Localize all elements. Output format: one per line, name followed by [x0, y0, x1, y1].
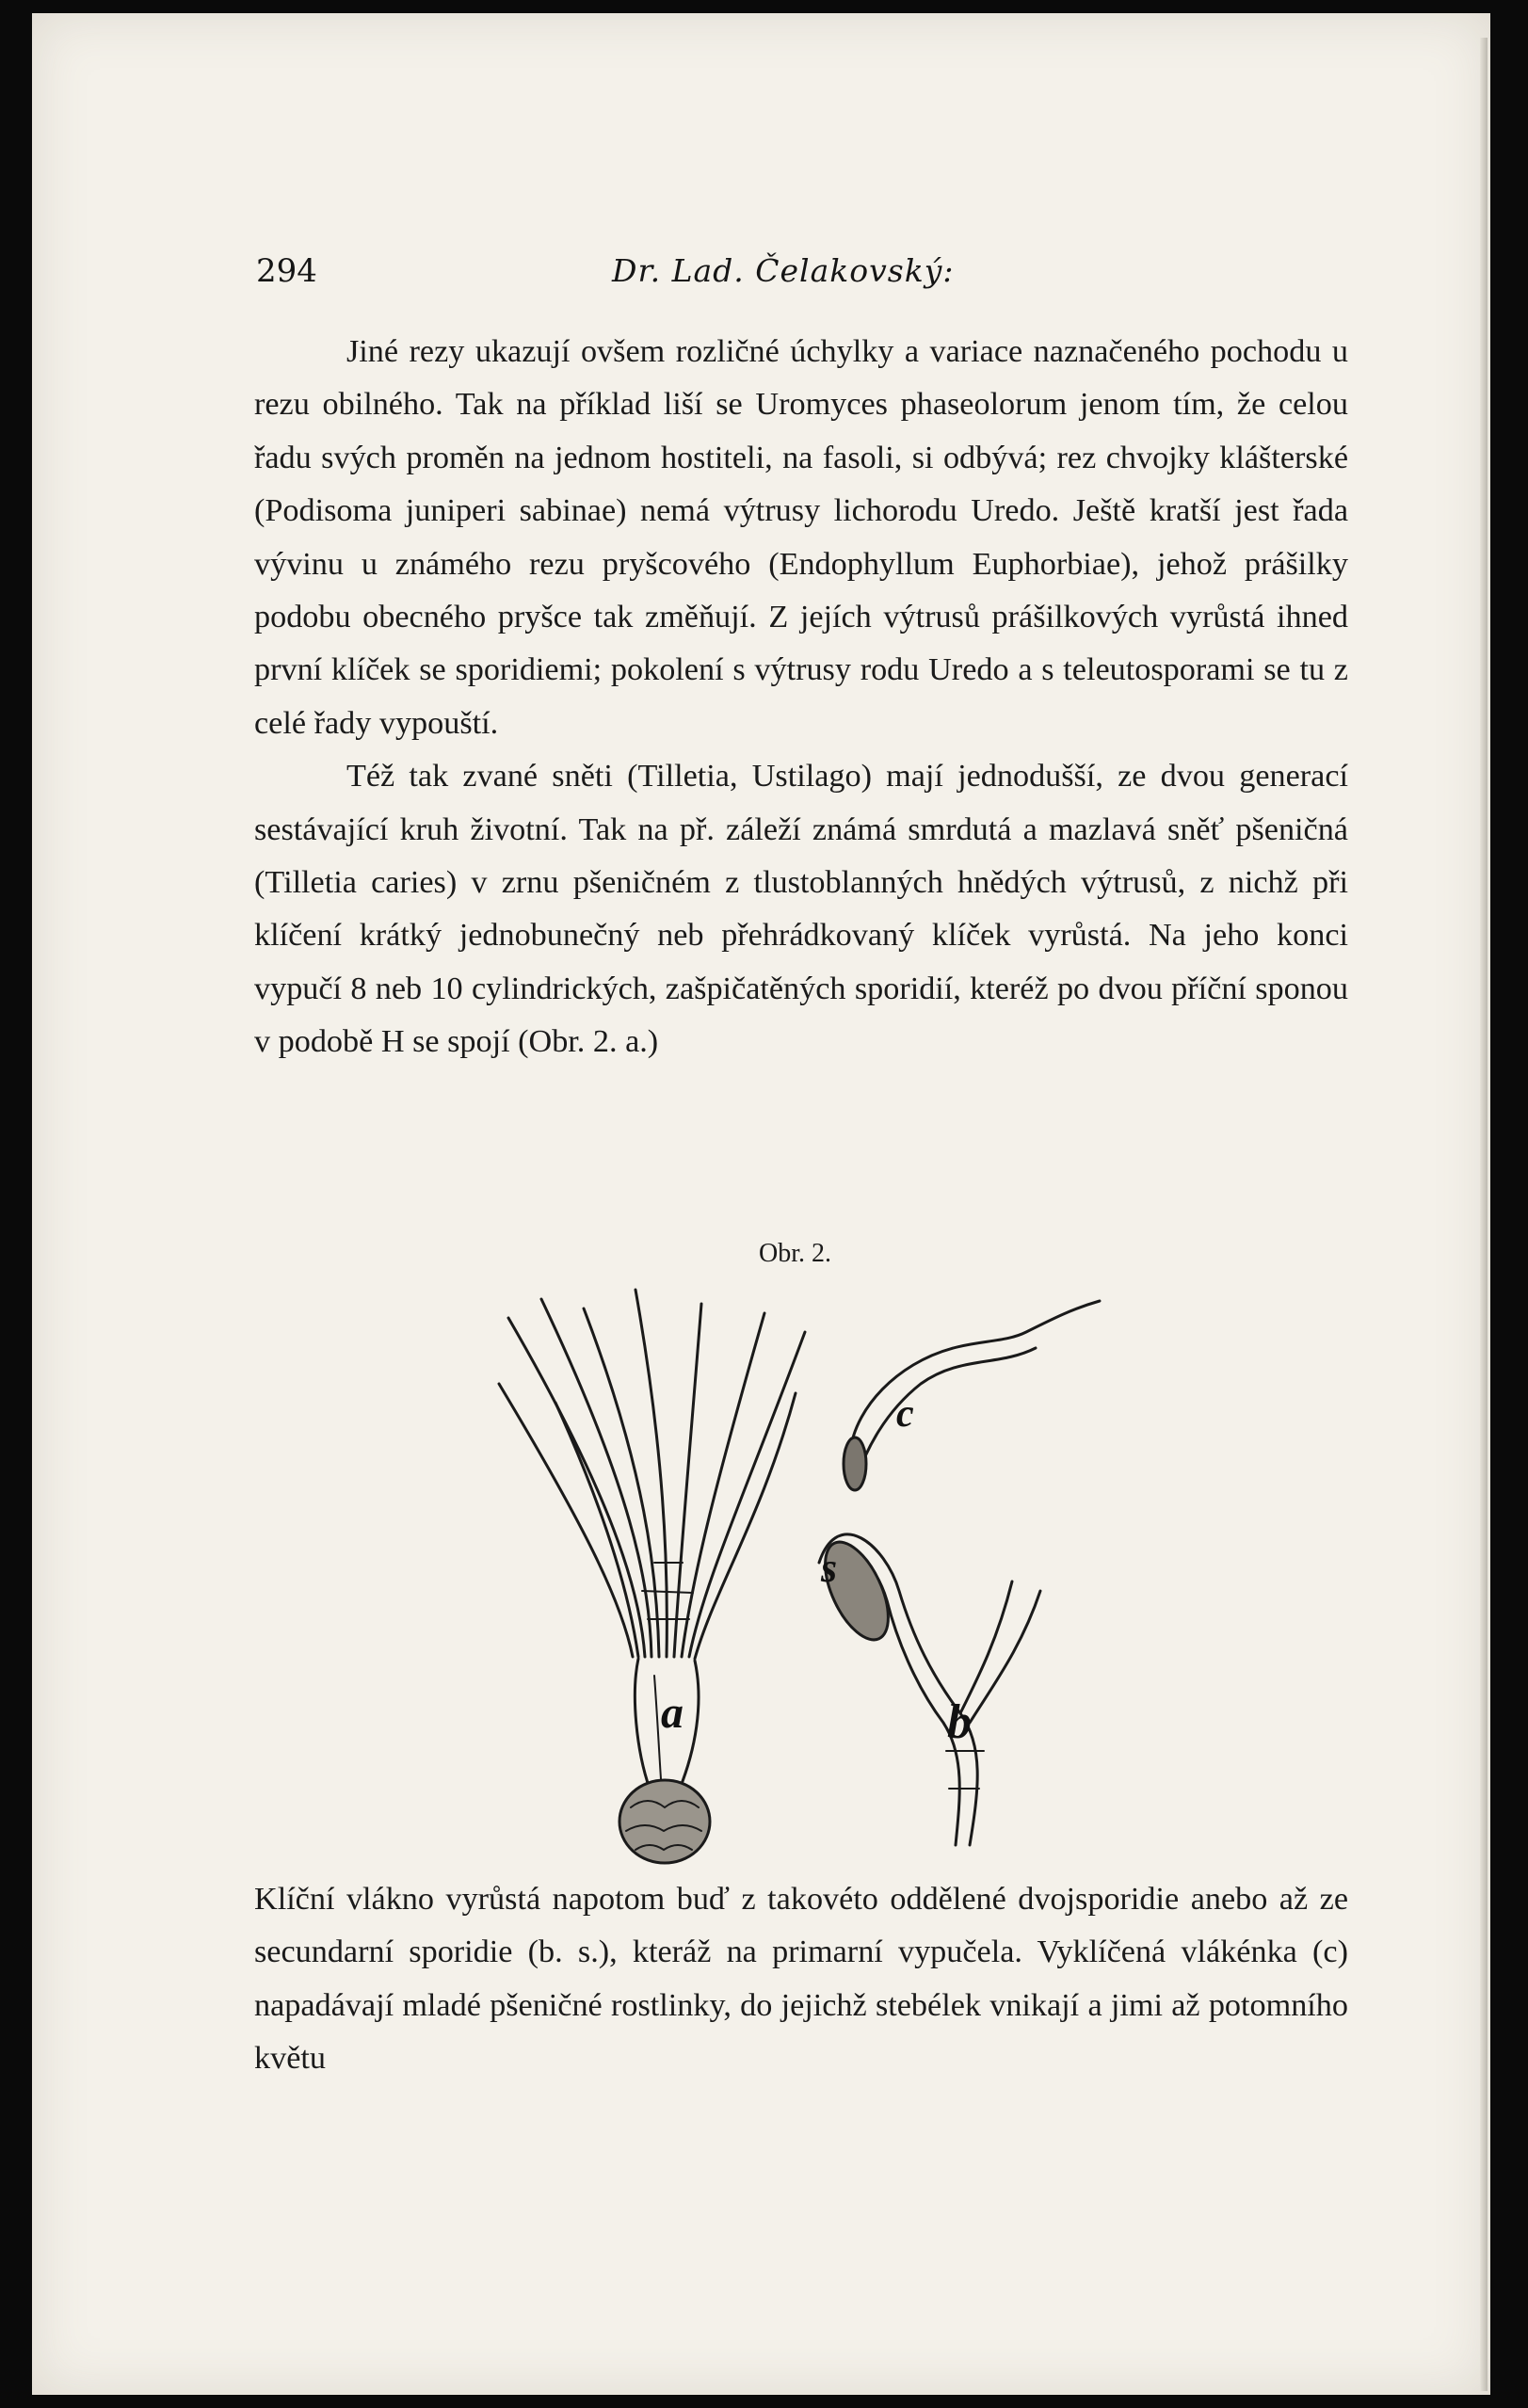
label-c: c [896, 1392, 914, 1436]
page-header [256, 252, 1348, 299]
label-s: s [821, 1545, 838, 1591]
tilletia-germination-drawing [471, 1280, 1149, 1883]
label-a: a [661, 1688, 684, 1738]
body-text-top [254, 326, 1348, 1069]
running-head: Dr. Lad. Čelakovský: [612, 252, 955, 289]
paragraph-smut: Též tak zvané sněti (Tilletia, Ustilago) mají jednodušší, ze dvou generací sestávající kruh životní. Tak na př. záleží známá smrdutá a mazlavá sněť pšeničná (Tilletia caries) v zrnu pšeničném z tlustoblanných hnědých výtrusů, z nichž při klíčení krátký jednobunečný neb přehrádkovaný klíček vyrůstá. Na jeho konci vypučí 8 neb 10 cylindrických, zašpičatěných sporidií, kteréž po dvou příční sponou v podobě H se spojí (Obr. 2. a.) [254, 759, 1348, 1060]
figure-illustration [471, 1280, 1149, 1883]
page-number: 294 [256, 252, 317, 290]
paragraph-rust-variants: Jiné rezy ukazují ovšem rozličné úchylky a variace naznačeného pochodu u rezu obilného. Tak na příklad liší se Uromyces phaseolorum jenom tím, že celou řadu svých proměn na jednom hostiteli, na fasoli, si odbývá; rez chvojky klášterské (Podisoma juniperi sabinae) nemá výtrusy lichorodu Uredo. Ještě kratší jest řada vývinu u známého rezu pryšcového (Endophyllum Euphorbiae), jehož prášilky podobu obecného pryšce tak změňují. Z jejích výtrusů prášilkových vyrůstá ihned první klíček se sporidiemi; pokolení s výtrusy rodu Uredo a s teleutosporami se tu z celé řady vypouští. [254, 334, 1348, 741]
figure-sb-drawing [812, 1533, 1040, 1845]
page-edge [1480, 38, 1488, 2391]
figure-caption: Obr. 2. [759, 1239, 831, 1268]
body-text-bottom [254, 1873, 1348, 2086]
figure-a-drawing [499, 1290, 805, 1863]
paragraph-germination: Klíční vlákno vyrůstá napotom buď z takovéto oddělené dvojsporidie anebo až ze secundarní sporidie (b. s.), kteráž na primarní vypučela. Vyklíčená vlákénka (c) napadávají mladé pšeničné rostlinky, do jejichž stebélek vnikají a jimi až potomního květu [254, 1882, 1348, 2077]
label-b: b [947, 1695, 972, 1749]
figure-c-drawing [844, 1301, 1100, 1490]
